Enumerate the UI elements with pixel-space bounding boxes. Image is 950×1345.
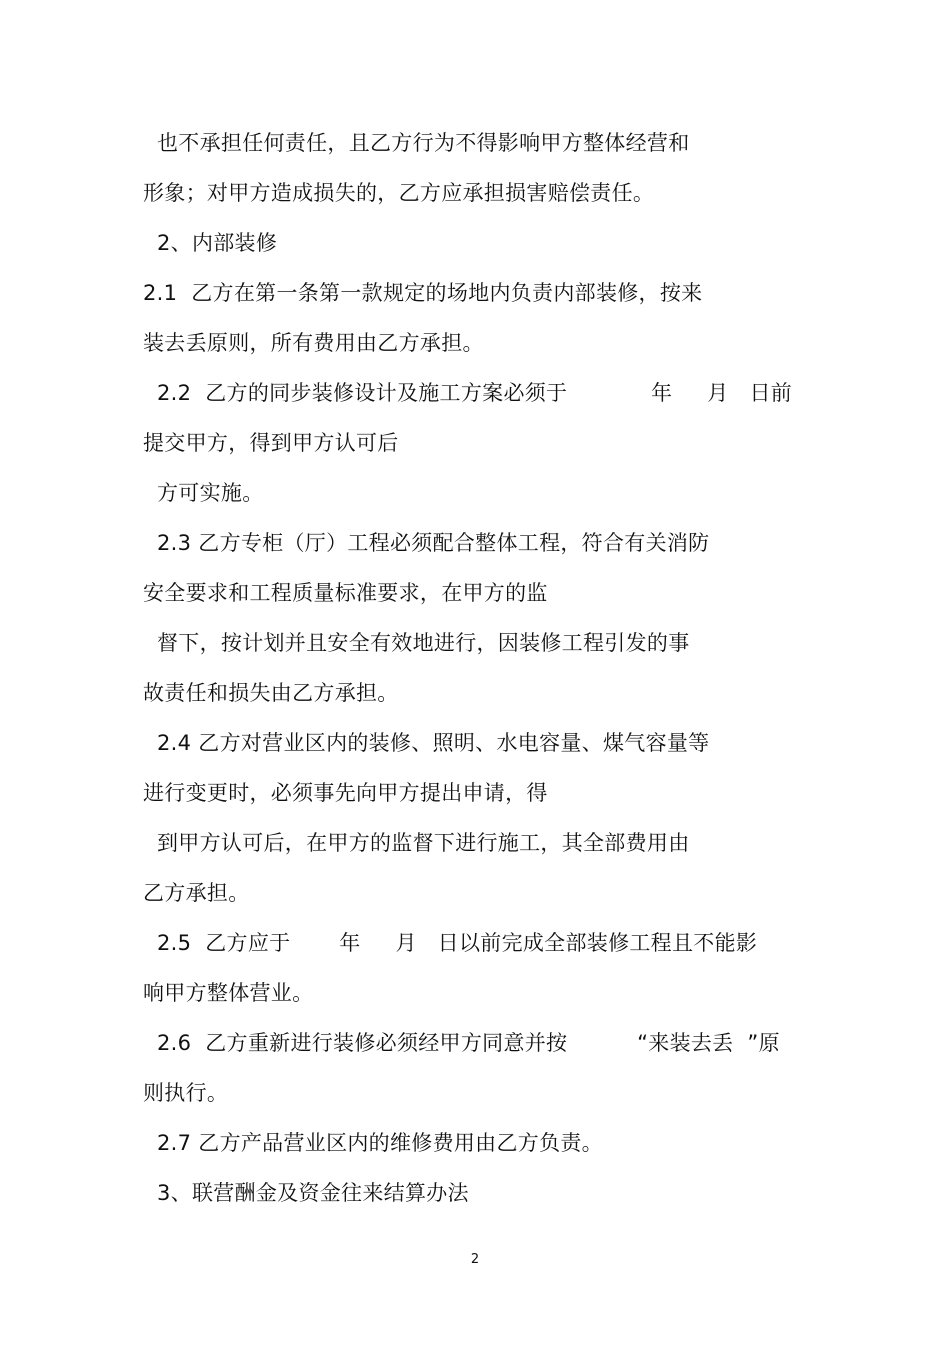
text-line: 乙方承担。 xyxy=(143,881,250,905)
text-line: 装去丢原则，所有费用由乙方承担。 xyxy=(143,331,484,355)
text-line: 2.4 乙方对营业区内的装修、照明、水电容量、煤气容量等 xyxy=(157,731,710,755)
text-line: 督下，按计划并且安全有效地进行，因装修工程引发的事 xyxy=(157,631,690,655)
page-number: 2 xyxy=(470,1252,480,1267)
text-line: 2.5 乙方应于 年 月 日以前完成全部装修工程且不能影 xyxy=(157,931,758,955)
text-line: 安全要求和工程质量标准要求，在甲方的监 xyxy=(143,581,548,605)
text-line: 响甲方整体营业。 xyxy=(143,981,314,1005)
text-line: 方可实施。 xyxy=(157,481,264,505)
text-line: 则执行。 xyxy=(143,1081,229,1105)
text-line: 到甲方认可后，在甲方的监督下进行施工，其全部费用由 xyxy=(157,831,690,855)
section-heading: 2、内部装修 xyxy=(157,231,278,255)
text-line: 2.2 乙方的同步装修设计及施工方案必须于 年 月 日前 xyxy=(157,381,793,405)
text-line: 2.3 乙方专柜（厅）工程必须配合整体工程，符合有关消防 xyxy=(157,531,710,555)
text-line: 2.6 乙方重新进行装修必须经甲方同意并按 “来装去丢 ”原 xyxy=(157,1031,780,1055)
text-line: 2.7 乙方产品营业区内的维修费用由乙方负责。 xyxy=(157,1131,603,1155)
section-heading: 3、联营酬金及资金往来结算办法 xyxy=(157,1181,469,1205)
text-line: 也不承担任何责任，且乙方行为不得影响甲方整体经营和 xyxy=(157,131,690,155)
text-line: 2.1 乙方在第一条第一款规定的场地内负责内部装修，按来 xyxy=(143,281,703,305)
text-line: 提交甲方，得到甲方认可后 xyxy=(143,431,399,455)
text-line: 进行变更时，必须事先向甲方提出申请，得 xyxy=(143,781,548,805)
text-line: 形象；对甲方造成损失的，乙方应承担损害赔偿责任。 xyxy=(143,181,655,205)
text-line: 故责任和损失由乙方承担。 xyxy=(143,681,399,705)
